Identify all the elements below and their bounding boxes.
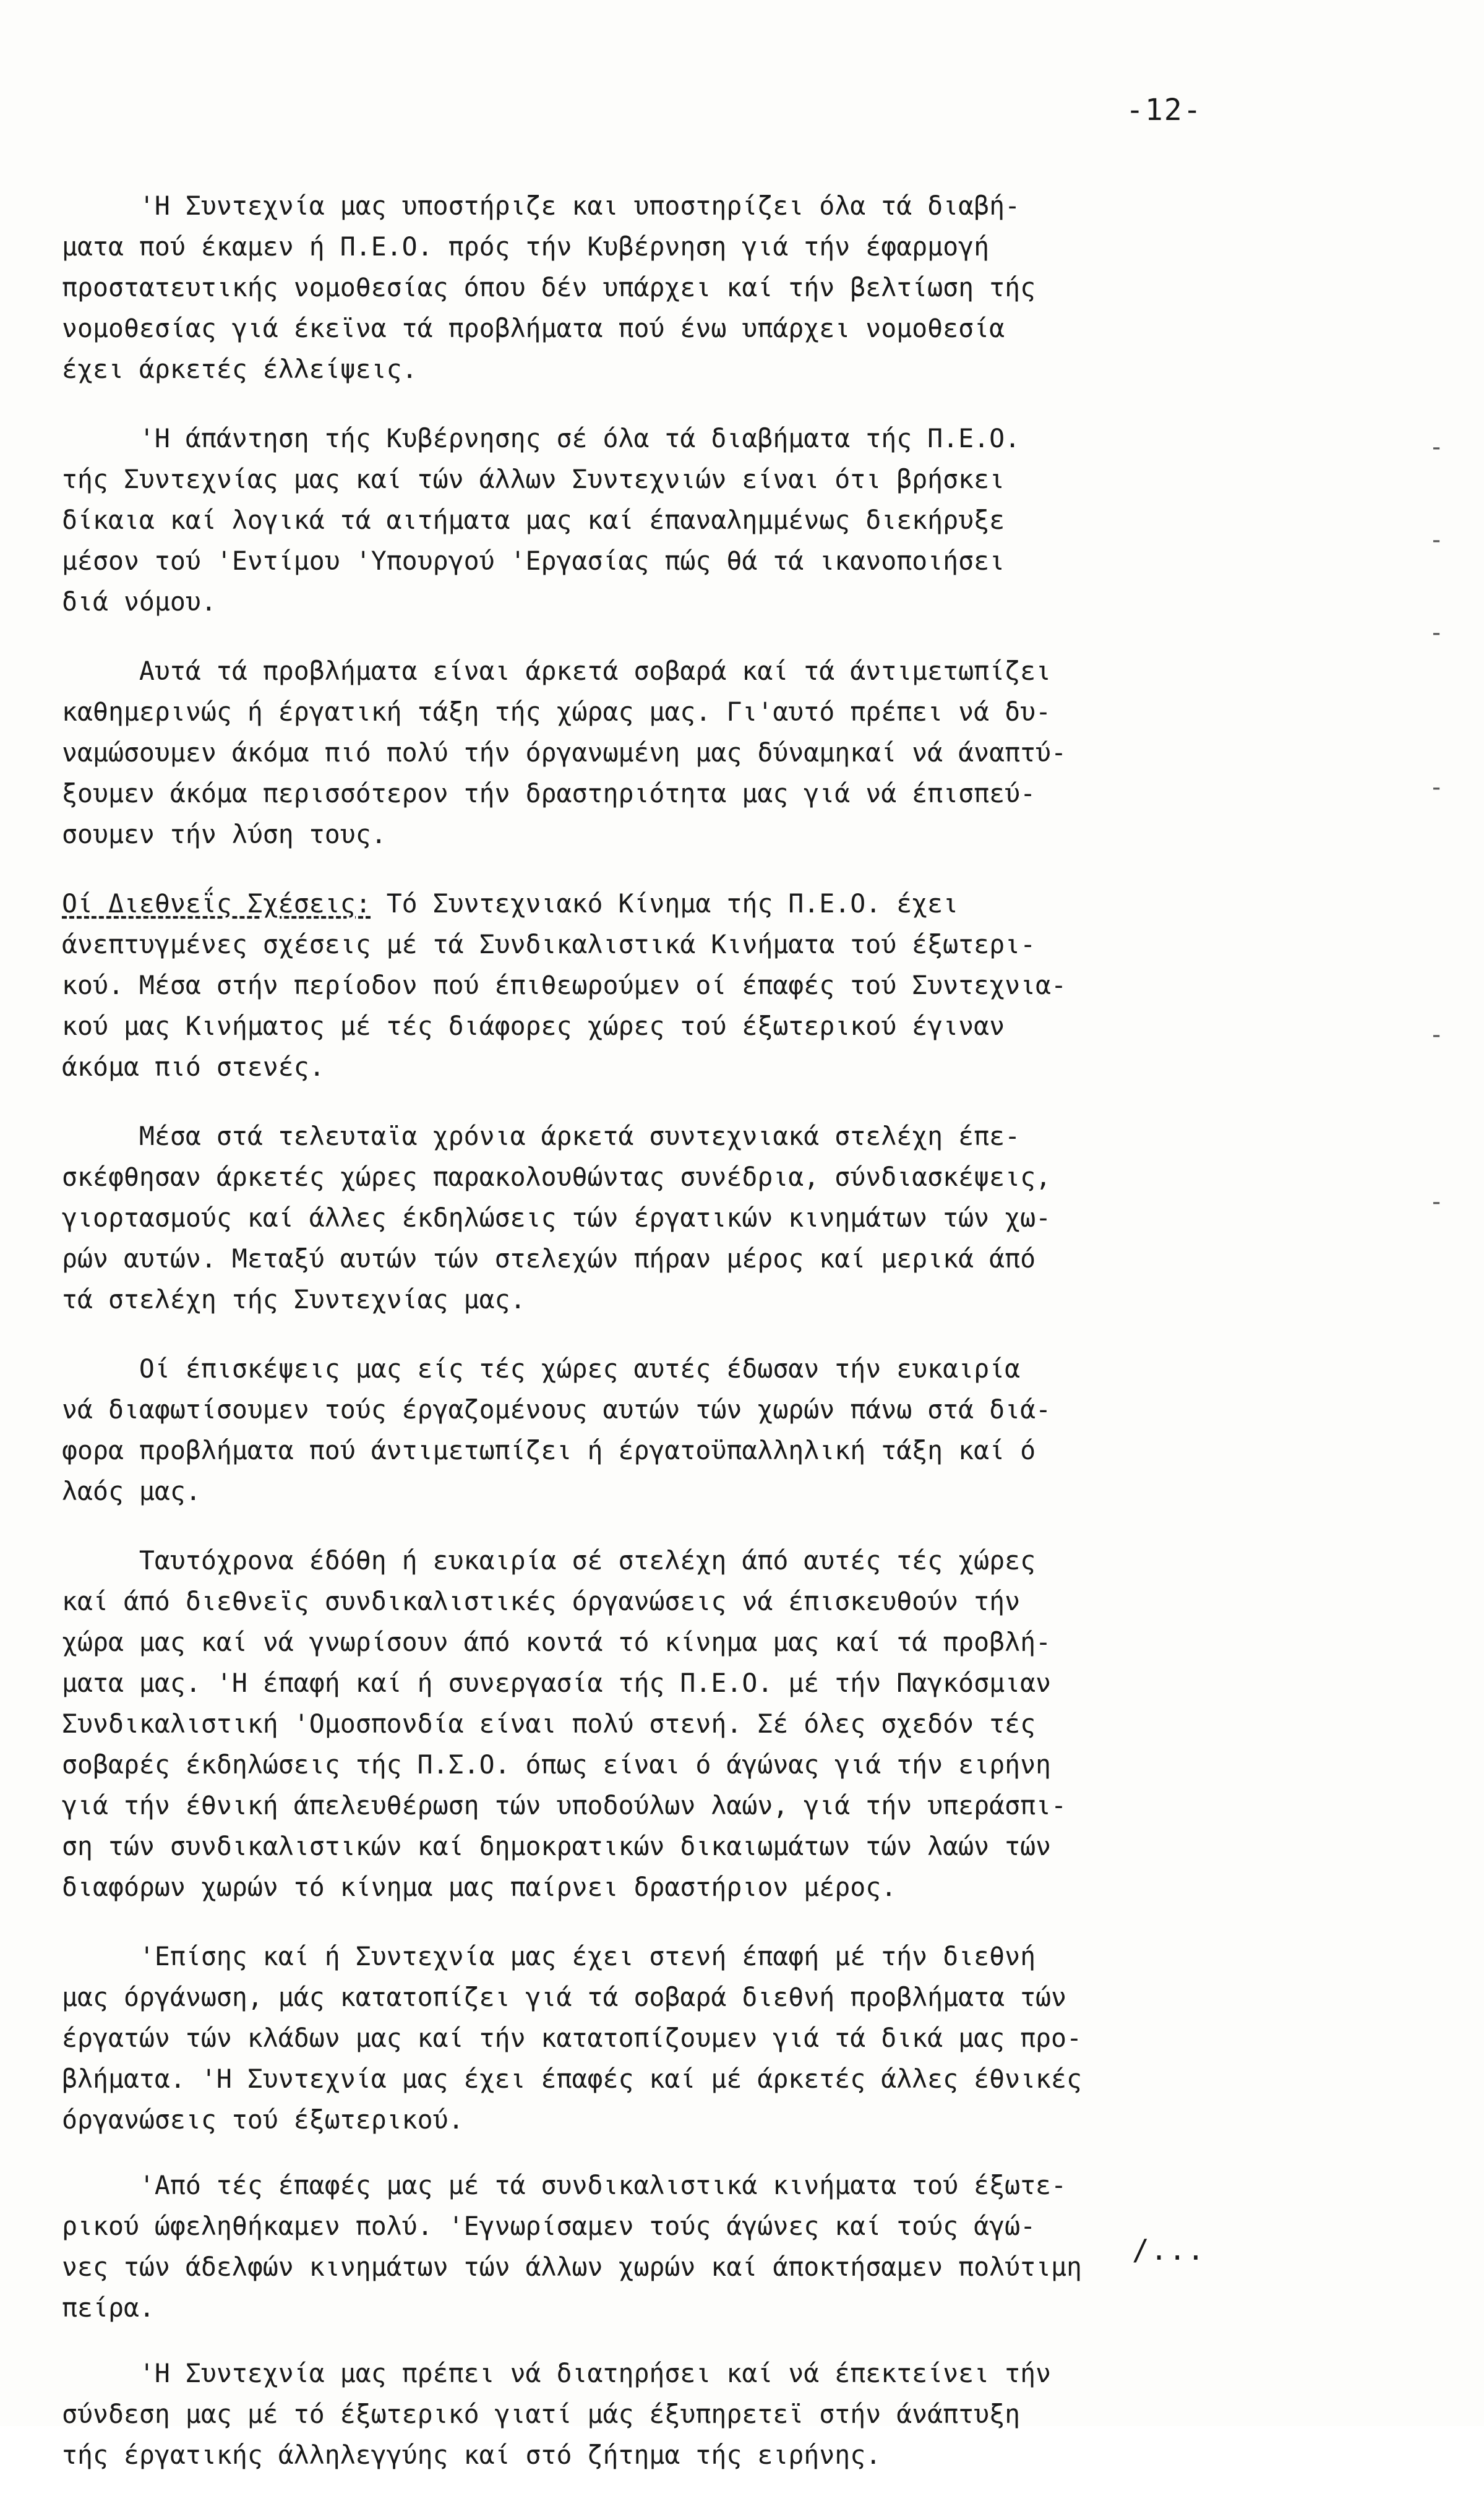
paragraph-3: [62, 651, 1299, 855]
text-line: Οί έπισκέψεις μας είς τές χώρες αυτές έδωσαν τήν ευκαιρία: [62, 1353, 1021, 1384]
text-line: νομοθεσίας γιά έκεϊνα τά προβλήματα πού ένω υπάρχει νομοθεσία: [62, 313, 1005, 343]
section-heading: Οί Διεθνεΐς Σχέσεις:: [62, 888, 371, 919]
text-line: τής Συντεχνίας μας καί τών άλλων Συντεχνιών είναι ότι βρήσκει: [62, 464, 1005, 494]
text-line: νά διαφωτίσουμεν τούς έργαζομένους αυτών τών χωρών πάνω στά διά-: [62, 1394, 1052, 1425]
text-line: Τό Συντεχνιακό Κίνημα τής Π.Ε.Ο. έχει: [371, 888, 959, 919]
margin-mark: -: [1429, 1021, 1444, 1049]
text-line: έχει άρκετές έλλείψεις.: [62, 354, 418, 384]
section-first-line: [62, 883, 1299, 924]
text-line: όργανώσεις τού έξωτερικού.: [62, 2104, 464, 2135]
text-line: ματα πού έκαμεν ή Π.Ε.Ο. πρός τήν Κυβέρνηση γιά τήν έφαρμογή: [62, 231, 990, 262]
text-line: μέσον τού 'Εντίμου 'Υπουργού 'Εργασίας πώς θά τά ικανοποιήσει: [62, 546, 1005, 576]
text-line: διαφόρων χωρών τό κίνημα μας παίρνει δραστήριον μέρος.: [62, 1872, 897, 1902]
text-line: γιά τήν έθνική άπελευθέρωση τών υποδούλων λαών, γιά τήν υπεράσπι-: [62, 1790, 1067, 1820]
text-line: λαός μας.: [62, 1476, 201, 1506]
text-line: ρών αυτών. Μεταξύ αυτών τών στελεχών πήραν μέρος καί μερικά άπό: [62, 1243, 1036, 1274]
text-line: ξουμεν άκόμα περισσότερον τήν δραστηριότητα μας γιά νά έπισπεύ-: [62, 778, 1036, 808]
margin-mark: -: [1429, 526, 1444, 554]
text-line: δίκαια καί λογικά τά αιτήματα μας καί έπαναλημμένως διεκήρυξε: [62, 505, 1005, 535]
text-line: χώρα μας καί νά γνωρίσουν άπό κοντά τό κίνημα μας καί τά προβλή-: [62, 1627, 1052, 1657]
paragraph-10: [62, 2353, 1299, 2476]
text-line: κού μας Κινήματος μέ τές διάφορες χώρες τού έξωτερικού έγιναν: [62, 1011, 1005, 1041]
text-line: καί άπό διεθνεϊς συνδικαλιστικές όργανώσεις νά έπισκευθούν τήν: [62, 1586, 1021, 1616]
text-line: κού. Μέσα στήν περίοδον πού έπιθεωρούμεν οί έπαφές τού Συντεχνια-: [62, 970, 1067, 1000]
text-line: έργατών τών κλάδων μας καί τήν κατατοπίζουμεν γιά τά δικά μας προ-: [62, 2023, 1083, 2053]
paragraph-9: [62, 2165, 1299, 2328]
text-line: ματα μας. 'Η έπαφή καί ή συνεργασία τής Π.Ε.Ο. μέ τήν Παγκόσμιαν: [62, 1668, 1052, 1698]
text-line: 'Από τές έπαφές μας μέ τά συνδικαλιστικά κινήματα τού έξωτε-: [62, 2170, 1067, 2200]
text-line: 'Η άπάντηση τής Κυβέρνησης σέ όλα τά διαβήματα τής Π.Ε.Ο.: [62, 423, 1021, 453]
paragraph-international-relations: [62, 883, 1299, 1087]
margin-mark: -: [1429, 1188, 1444, 1216]
text-line: Μέσα στά τελευταϊα χρόνια άρκετά συντεχνιακά στελέχη έπε-: [62, 1121, 1021, 1151]
text-line: τά στελέχη τής Συντεχνίας μας.: [62, 1284, 526, 1314]
text-line: διά νόμου.: [62, 586, 217, 617]
paragraph-8: [62, 1936, 1299, 2140]
text-line: σουμεν τήν λύση τους.: [62, 819, 387, 849]
text-line: μας όργάνωση, μάς κατατοπίζει γιά τά σοβαρά διεθνή προβλήματα τών: [62, 1982, 1067, 2012]
text-line: σκέφθησαν άρκετές χώρες παρακολουθώντας συνέδρια, σύνδιασκέψεις,: [62, 1162, 1052, 1192]
text-line: ρικού ώφεληθήκαμεν πολύ. 'Εγνωρίσαμεν τούς άγώνες καί τούς άγώ-: [62, 2211, 1036, 2241]
text-line: γιορτασμούς καί άλλες έκδηλώσεις τών έργατικών κινημάτων τών χω-: [62, 1203, 1052, 1233]
document-body: [62, 186, 1299, 2504]
text-line: Ταυτόχρονα έδόθη ή ευκαιρία σέ στελέχη άπό αυτές τές χώρες: [62, 1545, 1036, 1576]
text-line: Αυτά τά προβλήματα είναι άρκετά σοβαρά καί τά άντιμετωπίζει: [62, 656, 1052, 686]
margin-mark: -: [1429, 619, 1444, 647]
text-line: σοβαρές έκδηλώσεις τής Π.Σ.Ο. όπως είναι ό άγώνας γιά τήν ειρήνη: [62, 1749, 1052, 1780]
text-line: βλήματα. 'Η Συντεχνία μας έχει έπαφές καί μέ άρκετές άλλες έθνικές: [62, 2064, 1083, 2094]
paragraph-6: [62, 1348, 1299, 1512]
paragraph-1: [62, 186, 1299, 390]
margin-mark: -: [1429, 433, 1444, 461]
text-line: τής έργατικής άλληλεγγύης καί στό ζήτημα τής ειρήνης.: [62, 2440, 881, 2470]
paragraph-7: [62, 1540, 1299, 1908]
text-line: άκόμα πιό στενές.: [62, 1052, 325, 1082]
text-line: προστατευτικής νομοθεσίας όπου δέν υπάρχει καί τήν βελτίωση τής: [62, 272, 1036, 302]
text-line: ναμώσουμεν άκόμα πιό πολύ τήν όργανωμένη μας δύναμηκαί νά άναπτύ-: [62, 737, 1067, 768]
margin-mark: -: [1429, 773, 1444, 802]
text-line: νες τών άδελφών κινημάτων τών άλλων χωρών καί άποκτήσαμεν πολύτιμη: [62, 2252, 1083, 2282]
text-line: 'Η Συντεχνία μας πρέπει νά διατηρήσει καί νά έπεκτείνει τήν: [62, 2358, 1052, 2388]
paragraph-5: [62, 1116, 1299, 1320]
text-line: ση τών συνδικαλιστικών καί δημοκρατικών δικαιωμάτων τών λαών τών: [62, 1831, 1052, 1861]
text-line: σύνδεση μας μέ τό έξωτερικό γιατί μάς έξυπηρετεϊ στήν άνάπτυξη: [62, 2399, 1021, 2429]
text-line: πείρα.: [62, 2292, 155, 2323]
text-line: καθημερινώς ή έργατική τάξη τής χώρας μας. Γι'αυτό πρέπει νά δυ-: [62, 697, 1052, 727]
text-line: 'Η Συντεχνία μας υποστήριζε και υποστηρίζει όλα τά διαβή-: [62, 191, 1021, 221]
continuation-mark: /...: [1132, 2233, 1206, 2266]
text-line: άνεπτυγμένες σχέσεις μέ τά Συνδικαλιστικά Κινήματα τού έξωτερι-: [62, 929, 1036, 959]
paragraph-2: [62, 418, 1299, 622]
page-number: -12-: [1126, 93, 1203, 127]
text-line: 'Επίσης καί ή Συντεχνία μας έχει στενή έπαφή μέ τήν διεθνή: [62, 1941, 1036, 1971]
text-line: Συνδικαλιστική 'Ομοσπονδία είναι πολύ στενή. Σέ όλες σχεδόν τές: [62, 1709, 1036, 1739]
text-line: φορα προβλήματα πού άντιμετωπίζει ή έργατοϋπαλληλική τάξη καί ό: [62, 1435, 1036, 1465]
